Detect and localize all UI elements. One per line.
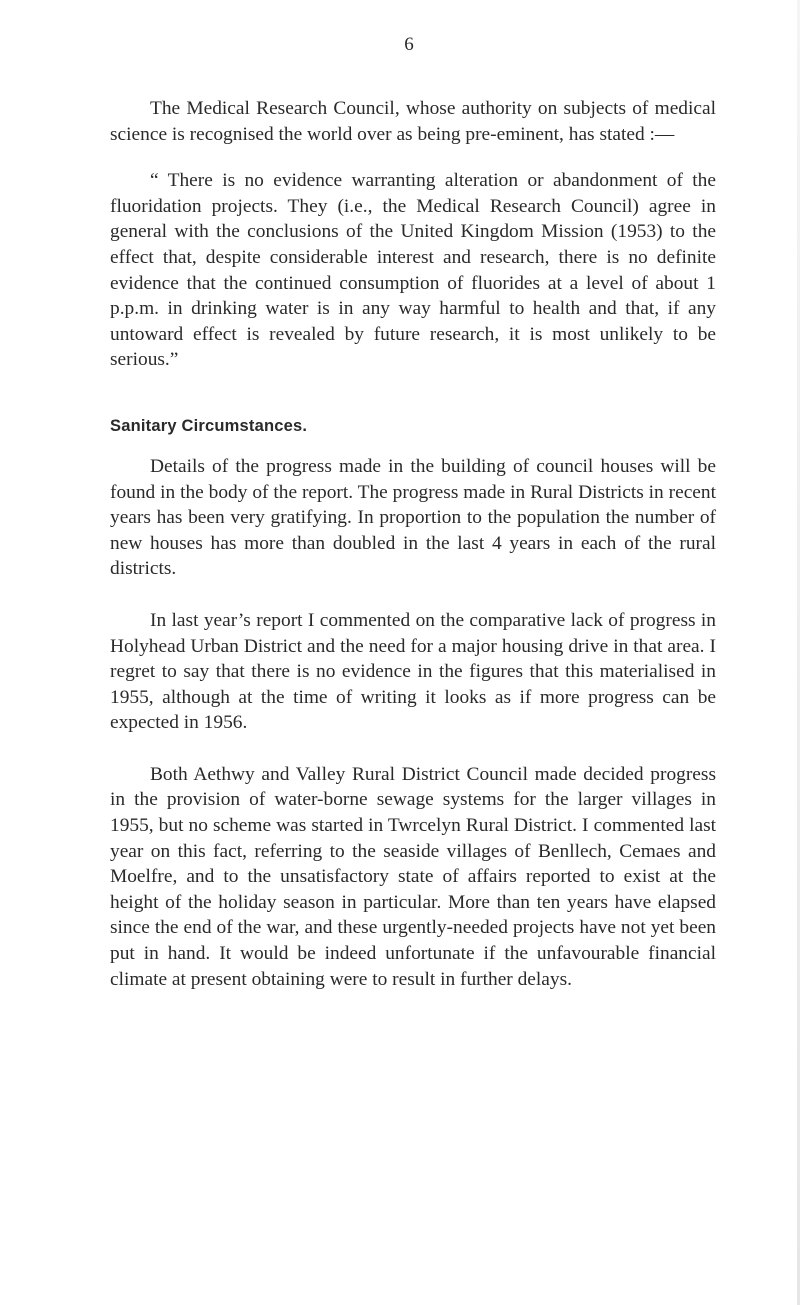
body-text — [110, 96, 716, 992]
paragraph-details: Details of the progress made in the building of council houses will be found in the body of the report. The progress made in Rural Districts in recent years has been very gratifying. In proportion to the population the number of new houses has more than doubled in the last 4 years in each of the rural districts. — [110, 455, 716, 580]
section-heading: Sanitary Circumstances. — [110, 416, 308, 435]
paragraph-holyhead: In last year’s report I commented on the comparative lack of progress in Holyhead Urban District and the need for a major housing drive in that area. I regret to say that there is no evidence in the figures that this materialised in 1955, although at the time of writing it looks as if more progress can be expected in 1956. — [110, 609, 716, 734]
paragraph-intro: The Medical Research Council, whose authority on subjects of medical science is recognised the world over as being pre-eminent, has stated :— — [110, 98, 716, 145]
page-number: 6 — [404, 34, 414, 55]
paragraph-quote: “ There is no evidence warranting alteration or abandonment of the fluoridation projects. They (i.e., the Medical Research Council) agree in general with the conclusions of the United Kingdom Mission (1953) to the effect that, despite considerable interest and research, there is no definite evidence that the continued consumption of fluorides at a level of about 1 p.p.m. in drinking water is in any way harmful to health and that, if any untoward effect is revealed by future research, it is most unlikely to be serious.” — [110, 170, 716, 371]
paragraph-sewage: Both Aethwy and Valley Rural District Council made decided progress in the provision of water-borne sewage systems for the larger villages in 1955, but no scheme was started in Twrcelyn Rural District. I commented last year on this fact, referring to the seaside villages of Benllech, Cemaes and Moelfre, and to the unsatisfactory state of affairs reported to exist at the height of the holiday season in particular. More than ten years have elapsed since the end of the war, and these urgently-needed projects have not yet been put in hand. It would be indeed unfortunate if the unfavourable financial climate at present obtaining were to result in further delays. — [110, 763, 716, 990]
